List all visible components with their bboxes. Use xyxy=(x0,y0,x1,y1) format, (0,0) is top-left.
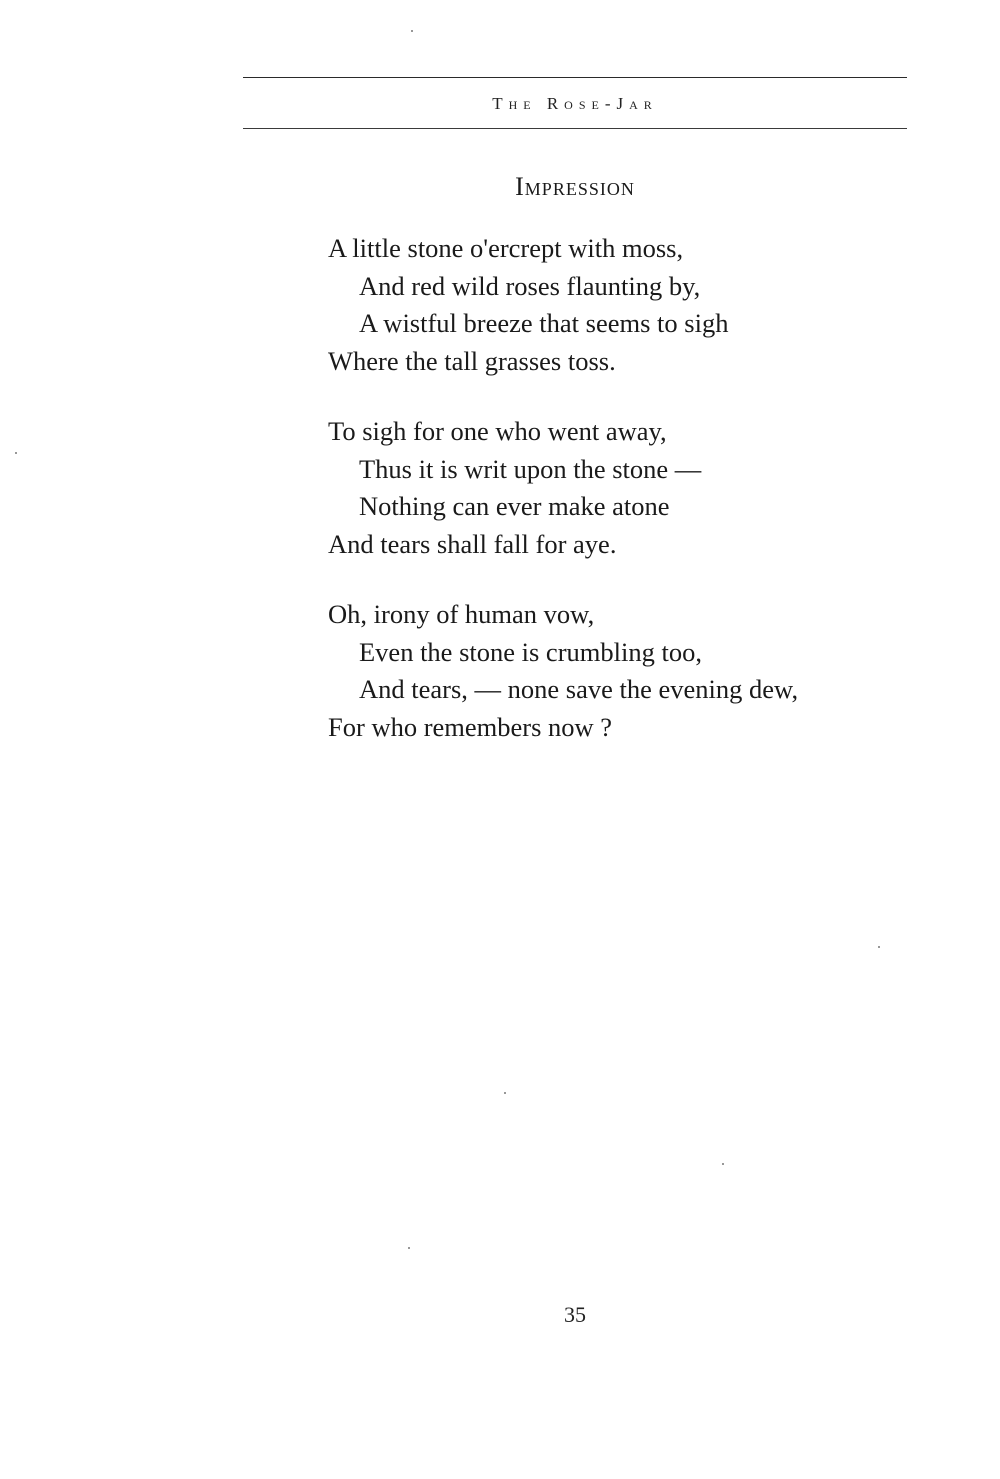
scan-speck xyxy=(15,452,17,454)
scan-speck xyxy=(878,946,880,948)
stanza xyxy=(328,596,908,746)
poem-line: And tears shall fall for aye. xyxy=(328,528,617,559)
scan-speck xyxy=(722,1163,724,1165)
scan-speck xyxy=(411,30,413,32)
page-number: 35 xyxy=(564,1302,586,1327)
poem-line: Thus it is writ upon the stone — xyxy=(359,453,702,484)
poem-line: Nothing can ever make atone xyxy=(359,491,670,521)
header-rule-top xyxy=(243,77,907,78)
stanza xyxy=(328,230,908,380)
poem-line: A wistful breeze that seems to sigh xyxy=(359,308,729,338)
stanza xyxy=(328,413,908,563)
poem-title: Impression xyxy=(515,172,635,201)
running-head: The Rose-Jar xyxy=(492,94,658,113)
scan-speck xyxy=(408,1247,410,1249)
poem-line: For who remembers now ? xyxy=(328,711,613,742)
poem-line: And tears, — none save the evening dew, xyxy=(359,674,799,704)
poem-body xyxy=(328,230,908,779)
poem-line: To sigh for one who went away, xyxy=(328,416,667,446)
poem-line: Oh, irony of human vow, xyxy=(328,599,595,629)
poem-line: A little stone o'ercrept with moss, xyxy=(328,233,684,263)
poem-line: And red wild roses flaunting by, xyxy=(359,270,701,301)
poem-line: Where the tall grasses toss. xyxy=(328,345,616,376)
scan-speck xyxy=(504,1092,506,1094)
header-rule-bottom xyxy=(243,128,907,129)
poem-line: Even the stone is crumbling too, xyxy=(359,636,702,667)
